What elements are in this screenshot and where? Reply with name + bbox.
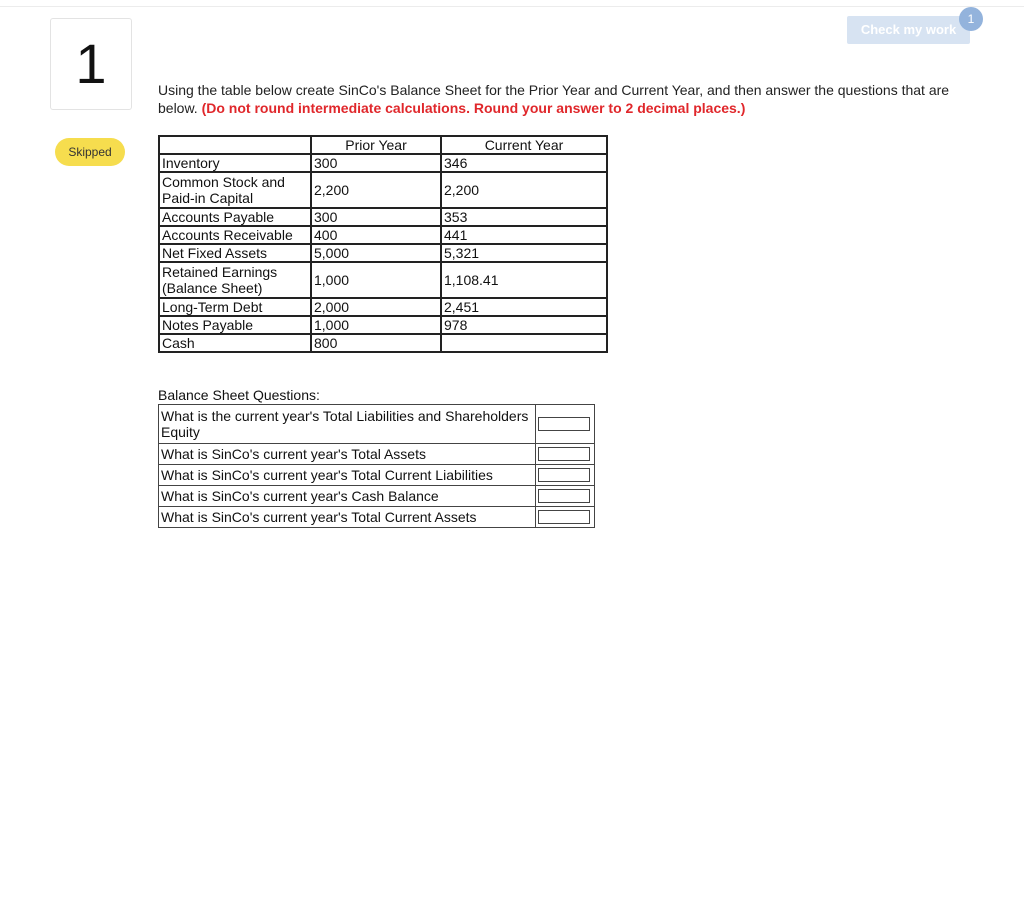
prior-year-cell: 2,200 bbox=[311, 172, 441, 208]
row-label: Retained Earnings (Balance Sheet) bbox=[159, 262, 311, 298]
instruction-warning: (Do not round intermediate calculations. Round your answer to 2 decimal places.) bbox=[201, 100, 746, 116]
prior-year-cell: 300 bbox=[311, 154, 441, 172]
answer-cell bbox=[536, 444, 595, 465]
answer-input-total-liabilities-equity[interactable] bbox=[538, 417, 590, 431]
prior-year-cell: 1,000 bbox=[311, 262, 441, 298]
prior-year-cell: 300 bbox=[311, 208, 441, 226]
answer-cell bbox=[536, 507, 595, 528]
table-row bbox=[159, 154, 607, 172]
table-row bbox=[159, 298, 607, 316]
current-year-cell: 2,451 bbox=[441, 298, 607, 316]
question-row bbox=[159, 507, 595, 528]
table-row bbox=[159, 262, 607, 298]
question-number: 1 bbox=[50, 18, 132, 110]
question-row bbox=[159, 486, 595, 507]
current-year-cell: 2,200 bbox=[441, 172, 607, 208]
table-header-row bbox=[159, 136, 607, 154]
question-instruction bbox=[158, 81, 988, 117]
header-cell: Prior Year bbox=[311, 136, 441, 154]
current-year-cell: 1,108.41 bbox=[441, 262, 607, 298]
prior-year-cell: 2,000 bbox=[311, 298, 441, 316]
question-text: What is SinCo's current year's Total Current Assets bbox=[159, 507, 536, 528]
header-cell: Current Year bbox=[441, 136, 607, 154]
table-row bbox=[159, 208, 607, 226]
current-year-cell: 5,321 bbox=[441, 244, 607, 262]
current-year-cell: 353 bbox=[441, 208, 607, 226]
row-label: Common Stock and Paid-in Capital bbox=[159, 172, 311, 208]
question-text: What is the current year's Total Liabilities and Shareholders Equity bbox=[159, 405, 536, 444]
table-row bbox=[159, 244, 607, 262]
notification-badge: 1 bbox=[959, 7, 983, 31]
current-year-cell bbox=[441, 334, 607, 352]
answer-input-total-assets[interactable] bbox=[538, 447, 590, 461]
question-row bbox=[159, 444, 595, 465]
top-divider bbox=[0, 6, 1024, 7]
answer-cell bbox=[536, 486, 595, 507]
table-row bbox=[159, 334, 607, 352]
row-label: Accounts Payable bbox=[159, 208, 311, 226]
header-cell bbox=[159, 136, 311, 154]
current-year-cell: 346 bbox=[441, 154, 607, 172]
table-row bbox=[159, 316, 607, 334]
prior-year-cell: 1,000 bbox=[311, 316, 441, 334]
current-year-cell: 441 bbox=[441, 226, 607, 244]
questions-title: Balance Sheet Questions: bbox=[158, 387, 320, 403]
instruction-text: Using the table below create SinCo's Balance Sheet for the Prior Year and Current Year, and then answer the questions that are below. bbox=[158, 82, 950, 116]
answer-input-total-current-assets[interactable] bbox=[538, 510, 590, 524]
answer-input-total-current-liabilities[interactable] bbox=[538, 468, 590, 482]
status-badge: Skipped bbox=[55, 138, 125, 166]
question-row bbox=[159, 405, 595, 444]
row-label: Inventory bbox=[159, 154, 311, 172]
check-my-work-button[interactable]: Check my work bbox=[847, 16, 970, 44]
row-label: Cash bbox=[159, 334, 311, 352]
table-row bbox=[159, 172, 607, 208]
question-text: What is SinCo's current year's Total Assets bbox=[159, 444, 536, 465]
answer-cell bbox=[536, 405, 595, 444]
prior-year-cell: 5,000 bbox=[311, 244, 441, 262]
row-label: Accounts Receivable bbox=[159, 226, 311, 244]
current-year-cell: 978 bbox=[441, 316, 607, 334]
question-text: What is SinCo's current year's Cash Balance bbox=[159, 486, 536, 507]
answer-cell bbox=[536, 465, 595, 486]
prior-year-cell: 800 bbox=[311, 334, 441, 352]
question-text: What is SinCo's current year's Total Current Liabilities bbox=[159, 465, 536, 486]
questions-table bbox=[158, 404, 595, 528]
balance-sheet-table bbox=[158, 135, 608, 353]
row-label: Notes Payable bbox=[159, 316, 311, 334]
question-row bbox=[159, 465, 595, 486]
row-label: Long-Term Debt bbox=[159, 298, 311, 316]
prior-year-cell: 400 bbox=[311, 226, 441, 244]
table-row bbox=[159, 226, 607, 244]
row-label: Net Fixed Assets bbox=[159, 244, 311, 262]
answer-input-cash-balance[interactable] bbox=[538, 489, 590, 503]
